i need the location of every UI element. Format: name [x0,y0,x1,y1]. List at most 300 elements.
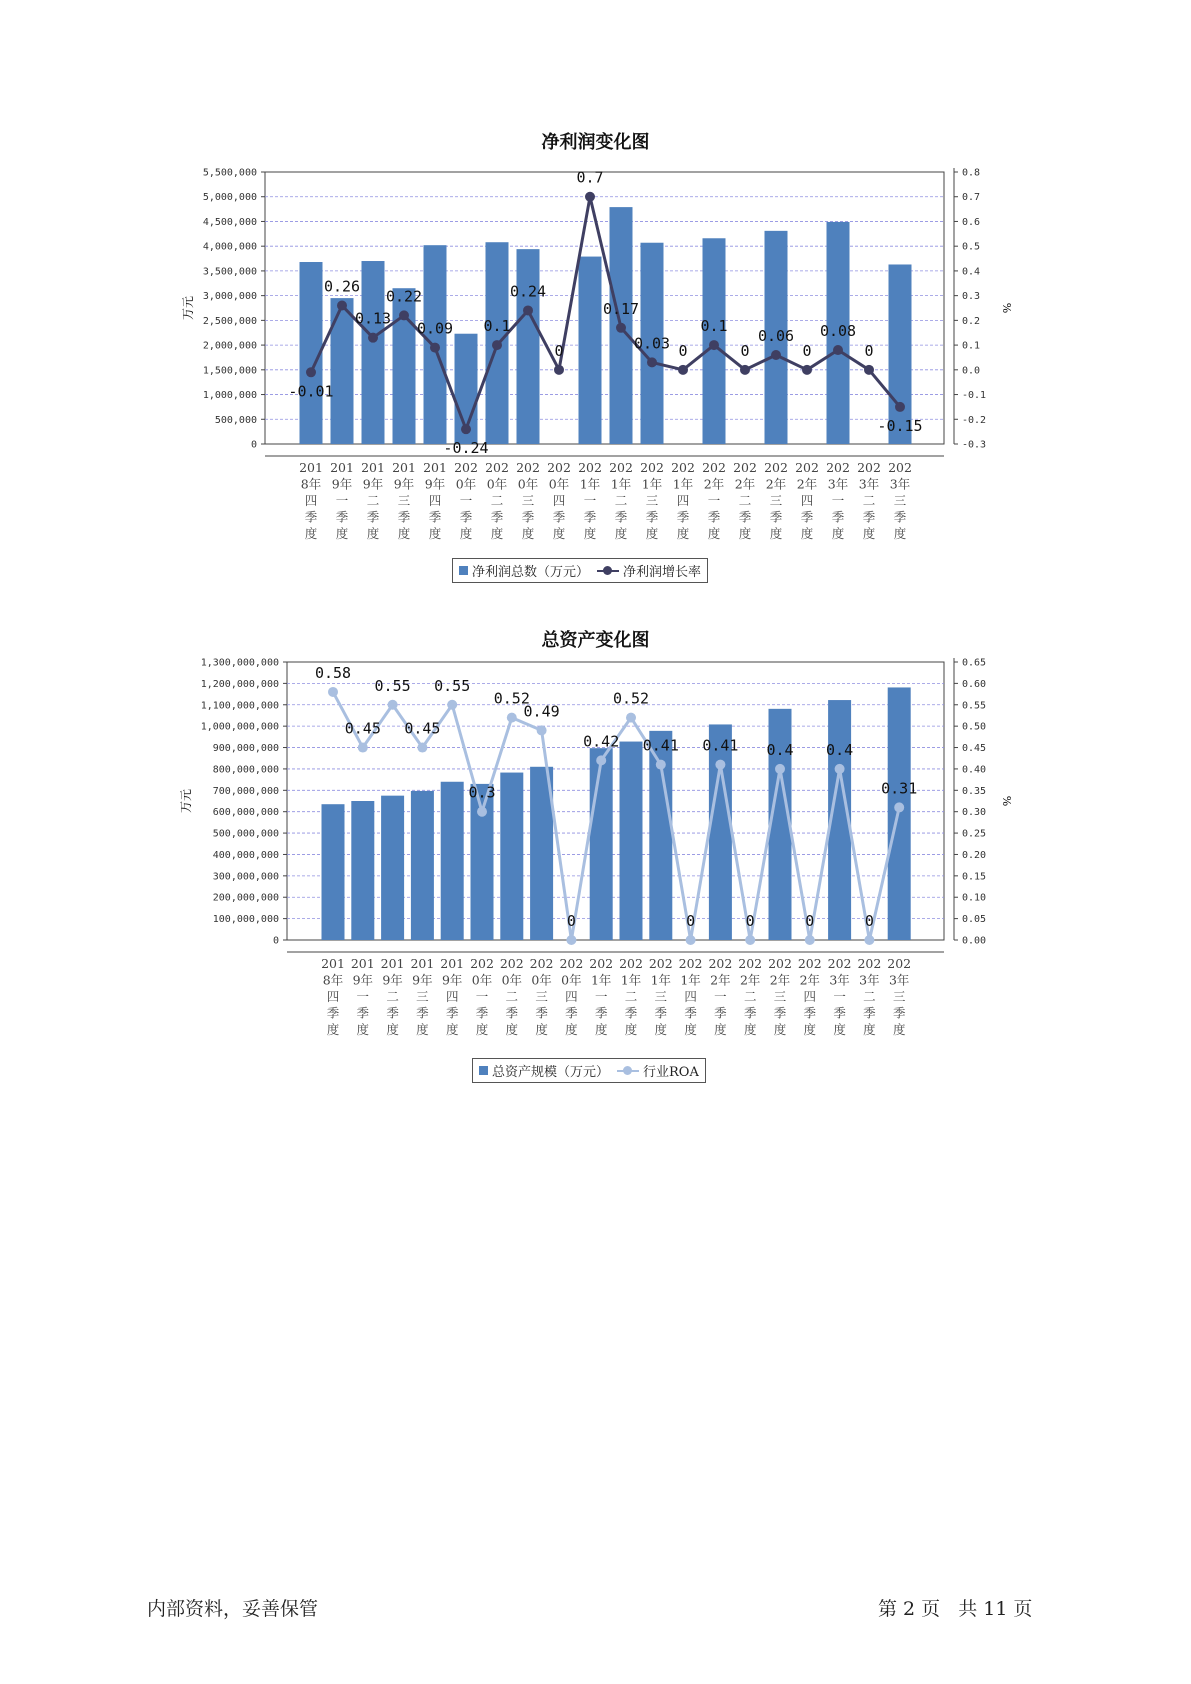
x-tick-label: 度 [773,1022,787,1037]
y-tick-label: 1,300,000,000 [200,657,279,669]
line-point [656,760,666,770]
data-label: 0 [686,912,696,930]
x-tick-label: 季 [769,509,783,525]
x-tick-label: 二 [505,989,519,1004]
x-tick-label: 度 [445,1022,459,1037]
x-tick-label: 度 [335,526,349,541]
x-tick-label: 202 [648,956,673,971]
x-tick-label: 季 [428,509,442,525]
y2-tick-label: -0.2 [962,414,987,426]
y2-axis-label: % [1000,302,1013,314]
x-tick-label: 度 [521,526,535,541]
x-tick-label: 度 [397,526,411,541]
line-point [626,713,636,723]
x-tick-label: 度 [356,1022,370,1037]
x-tick-label: 202 [547,460,571,475]
x-tick-label: 度 [304,526,318,541]
x-tick-label: 1年 [590,972,612,988]
x-tick-label: 季 [803,1005,817,1021]
line-point [864,365,874,375]
x-tick-label: 季 [738,509,752,525]
data-label: 0 [864,341,874,360]
legend-swatch-line [617,1066,639,1076]
y-tick-label: 1,000,000 [202,390,257,402]
x-tick-label: 季 [594,1005,608,1021]
x-tick-label: 二 [366,493,380,508]
data-label: 0.4 [766,740,794,759]
y2-tick-label: 0.60 [962,678,987,690]
x-tick-label: 202 [559,956,584,971]
x-tick-label: 202 [733,460,757,475]
x-tick-label: 一 [335,493,349,508]
x-tick-label: 度 [738,526,752,541]
data-label: 0.24 [509,282,547,301]
x-tick-label: 0年 [561,972,582,988]
y-tick-label: 600,000,000 [212,807,279,819]
x-tick-label: 9年 [352,972,374,988]
x-tick-label: 三 [397,493,411,508]
x-tick-label: 一 [459,493,473,508]
x-tick-label: 度 [366,526,380,541]
data-label: 0.1 [483,317,511,336]
x-tick-label: 二 [863,989,876,1004]
total-assets-plot [0,656,1191,1096]
y-tick-label: 300,000,000 [212,871,279,883]
x-tick-label: 202 [578,460,602,475]
x-tick-label: 季 [416,1005,429,1021]
line-point [358,743,368,753]
chart-legend [472,1058,706,1083]
chart-title: 净利润变化图 [541,132,650,153]
x-tick-label: 度 [594,1022,608,1037]
x-tick-label: 1年 [579,476,601,492]
x-tick-label: 季 [707,509,721,525]
x-tick-label: 季 [445,1005,459,1021]
y2-tick-label: 0.3 [962,291,981,303]
total-assets-chart [0,626,1191,1096]
line-point [585,192,595,202]
data-label: 0.52 [612,689,650,708]
bar [620,742,643,940]
net-profit-plot [0,158,1191,598]
x-tick-label: 202 [857,956,882,971]
x-tick-label: 202 [609,460,633,475]
x-tick-label: 季 [893,509,907,525]
page-suffix: 页 [921,1598,941,1620]
x-tick-label: 0年 [548,476,570,492]
y2-tick-label: 0.0 [962,365,981,377]
data-label: 0.55 [374,676,411,695]
y-tick-label: 1,200,000,000 [200,678,279,690]
y-tick-label: 0 [250,439,257,451]
x-tick-label: 度 [862,526,876,541]
x-tick-label: 季 [833,1005,846,1021]
footer-confidential-note: 内部资料，妥善保管 [147,1598,319,1620]
chart-legend [452,558,708,583]
data-label: 0.7 [576,168,604,187]
x-tick-label: 0年 [486,476,508,492]
line-point [895,402,905,412]
x-tick-label: 一 [831,493,845,508]
bar [709,724,732,940]
y2-tick-label: 0.00 [962,935,987,947]
x-tick-label: 三 [893,493,907,508]
y-tick-label: 500,000,000 [212,828,279,840]
x-tick-label: 201 [330,460,354,475]
data-label: 0 [745,912,755,930]
x-tick-label: 季 [475,1005,489,1021]
x-tick-label: 202 [499,956,524,971]
x-tick-label: 0年 [455,476,477,492]
line-point [745,935,755,945]
total-num: 11 [983,1598,1008,1620]
line-point [740,365,750,375]
x-tick-label: 度 [624,1022,638,1037]
x-tick-label: 四 [684,989,697,1004]
bar [517,249,540,444]
x-tick-label: 季 [521,509,535,525]
y2-tick-label: 0.6 [962,216,981,228]
data-label: 0.41 [642,736,679,755]
y2-tick-label: 0.30 [962,807,987,819]
x-tick-label: 季 [831,509,845,525]
y2-tick-label: -0.3 [962,439,987,451]
data-label: 0.4 [826,740,854,759]
line-point [864,935,874,945]
x-tick-label: 201 [423,460,447,475]
x-tick-label: 季 [335,509,349,525]
line-point [835,764,845,774]
x-tick-label: 0年 [471,972,493,988]
x-tick-label: 1年 [620,972,642,988]
line-point [596,755,606,765]
page-num: 2 [903,1598,916,1620]
y-tick-label: 1,000,000,000 [200,721,279,733]
data-label: 0 [864,912,874,930]
data-label: 0.08 [819,322,857,341]
y-tick-label: 4,500,000 [202,216,257,228]
x-tick-label: 三 [535,989,548,1004]
line-point [678,365,688,375]
x-tick-label: 度 [800,526,814,541]
line-point [616,323,626,333]
y-tick-label: 900,000,000 [212,743,279,755]
x-tick-label: 度 [386,1022,399,1037]
x-tick-label: 一 [356,989,370,1004]
x-tick-label: 度 [769,526,783,541]
y-tick-label: 4,000,000 [202,241,257,253]
line-point [430,343,440,353]
x-tick-label: 202 [640,460,664,475]
x-tick-label: 季 [535,1005,548,1021]
x-tick-label: 一 [594,989,608,1004]
line-point [461,424,471,434]
x-tick-label: 202 [795,460,819,475]
x-tick-label: 201 [299,460,323,475]
x-tick-label: 季 [366,509,380,525]
x-tick-label: 季 [676,509,690,525]
x-tick-label: 202 [485,460,509,475]
x-tick-label: 1年 [672,476,694,492]
x-tick-label: 度 [583,526,597,541]
line-point [554,365,564,375]
y2-tick-label: 0.05 [962,914,987,926]
x-tick-label: 一 [833,989,846,1004]
bar [590,748,613,940]
line-point [894,802,904,812]
x-tick-label: 度 [565,1022,578,1037]
y-tick-label: 2,000,000 [202,340,257,352]
data-label: 0 [678,341,688,360]
x-tick-label: 度 [684,1022,697,1037]
net-profit-chart [0,128,1191,598]
data-label: 0.22 [385,287,423,306]
x-tick-label: 季 [684,1005,697,1021]
line-point [388,700,398,710]
x-tick-label: 9年 [331,476,353,492]
x-tick-label: 202 [797,956,822,971]
x-tick-label: 三 [773,989,787,1004]
x-tick-label: 二 [743,989,757,1004]
data-label: -0.24 [443,439,489,458]
x-tick-label: 季 [397,509,411,525]
x-tick-label: 202 [764,460,788,475]
x-tick-label: 季 [565,1005,578,1021]
legend-swatch-line [597,566,619,576]
x-tick-label: 201 [350,956,375,971]
x-tick-label: 2年 [710,972,731,988]
y-tick-label: 200,000,000 [212,892,279,904]
legend-swatch-bar [459,566,468,575]
line-point [647,357,657,367]
y-tick-label: 500,000 [214,414,257,426]
x-tick-label: 202 [887,956,912,971]
x-tick-label: 二 [386,989,399,1004]
x-tick-label: 季 [583,509,597,525]
x-tick-label: 2年 [799,972,821,988]
line-point [523,305,533,315]
x-tick-label: 度 [833,1022,846,1037]
x-tick-label: 四 [428,493,442,508]
x-tick-label: 202 [516,460,540,475]
x-tick-label: 1年 [680,972,701,988]
x-tick-label: 季 [326,1005,340,1021]
data-label: 0.45 [344,719,381,738]
x-tick-label: 202 [470,956,494,971]
x-tick-label: 202 [702,460,726,475]
data-label: 0 [740,341,750,360]
data-label: 0.1 [700,317,728,336]
x-tick-label: 四 [304,493,318,508]
x-tick-label: 一 [475,989,489,1004]
line-point [477,807,487,817]
y2-tick-label: 0.65 [962,657,987,669]
y2-tick-label: 0.35 [962,785,987,797]
x-tick-label: 季 [892,1005,906,1021]
data-label: 0.49 [523,702,560,721]
data-label: -0.15 [877,416,923,435]
x-tick-label: 2年 [796,476,818,492]
x-tick-label: 0年 [517,476,539,492]
line-point [368,333,378,343]
x-tick-label: 度 [535,1022,548,1037]
data-label: 0.55 [434,676,471,695]
x-tick-label: 季 [800,509,814,525]
line-point [833,345,843,355]
x-tick-label: 四 [565,989,578,1004]
bar [322,804,345,940]
x-tick-label: 3年 [859,972,880,988]
x-tick-label: 0年 [501,972,523,988]
x-tick-label: 季 [490,509,504,525]
bar [411,791,434,940]
x-tick-label: 度 [490,526,504,541]
x-tick-label: 度 [326,1022,340,1037]
x-tick-label: 1年 [610,476,632,492]
x-tick-label: 季 [356,1005,370,1021]
x-tick-label: 一 [583,493,597,508]
data-label: 0.13 [354,309,392,328]
x-tick-label: 3年 [829,972,850,988]
x-tick-label: 度 [831,526,845,541]
y-tick-label: 100,000,000 [212,914,279,926]
y2-tick-label: 0.45 [962,743,987,755]
x-tick-label: 一 [707,493,721,508]
data-label: 0 [566,912,576,930]
line-point [399,310,409,320]
line-point [306,367,316,377]
x-tick-label: 度 [428,526,442,541]
y-tick-label: 0 [272,935,279,947]
x-tick-label: 3年 [889,476,911,492]
page-prefix: 第 [878,1598,898,1620]
legend-label: 净利润增长率 [623,565,702,580]
x-tick-label: 三 [521,493,535,508]
y-tick-label: 2,500,000 [202,315,257,327]
x-tick-label: 季 [459,509,473,525]
x-tick-label: 度 [676,526,690,541]
x-tick-label: 季 [552,509,566,525]
x-tick-label: 四 [326,989,340,1004]
line-point [709,340,719,350]
x-tick-label: 8年 [300,476,322,492]
y-tick-label: 5,000,000 [202,192,257,204]
data-label: 0.31 [881,779,918,798]
line-point [492,340,502,350]
x-tick-label: 度 [803,1022,817,1037]
x-tick-label: 202 [768,956,792,971]
x-tick-label: 202 [888,460,912,475]
line-point [507,713,517,723]
legend-swatch-bar [479,1066,488,1075]
chart-title: 总资产变化图 [541,630,650,651]
x-tick-label: 2年 [703,476,725,492]
bar [500,773,523,940]
x-tick-label: 二 [862,493,876,508]
data-label: 0 [802,341,812,360]
total-prefix: 共 [958,1598,978,1620]
footer-page-number [878,1594,1038,1621]
line-point [328,687,338,697]
y2-tick-label: 0.8 [962,167,981,179]
x-tick-label: 202 [826,460,850,475]
x-tick-label: 四 [803,989,817,1004]
x-tick-label: 201 [361,460,385,475]
x-tick-label: 四 [552,493,566,508]
legend-label: 总资产规模（万元） [492,1065,610,1080]
x-tick-label: 三 [892,989,906,1004]
x-tick-label: 度 [645,526,659,541]
y-tick-label: 1,100,000,000 [200,700,279,712]
x-tick-label: 9年 [412,972,433,988]
x-tick-label: 三 [645,493,659,508]
x-tick-label: 1年 [650,972,672,988]
x-tick-label: 度 [743,1022,757,1037]
x-tick-label: 度 [614,526,628,541]
x-tick-label: 四 [445,989,459,1004]
x-tick-label: 三 [654,989,668,1004]
x-tick-label: 度 [714,1022,727,1037]
x-tick-label: 度 [505,1022,519,1037]
x-tick-label: 202 [827,956,852,971]
x-tick-label: 9年 [441,972,463,988]
line-point [802,365,812,375]
x-tick-label: 季 [505,1005,519,1021]
line-point [337,301,347,311]
data-label: 0.09 [416,319,454,338]
y2-tick-label: 0.25 [962,828,987,840]
bar [362,261,385,444]
y2-tick-label: 0.10 [962,892,987,904]
y2-tick-label: 0.7 [962,192,981,204]
y2-tick-label: 0.1 [962,340,981,352]
x-tick-label: 二 [624,989,638,1004]
y-tick-label: 1,500,000 [202,365,257,377]
x-tick-label: 季 [773,1005,787,1021]
x-tick-label: 202 [678,956,703,971]
x-tick-label: 9年 [362,476,384,492]
y-tick-label: 400,000,000 [212,849,279,861]
line-point [715,760,725,770]
legend-item-bars [479,1061,609,1080]
data-label: 0.26 [323,277,361,296]
data-label: 0.3 [468,783,496,802]
bar [381,796,404,940]
line-point [417,743,427,753]
x-tick-label: 202 [708,956,733,971]
legend-label: 净利润总数（万元） [472,565,590,580]
x-tick-label: 度 [707,526,721,541]
x-tick-label: 202 [529,956,554,971]
y2-tick-label: 0.40 [962,764,987,776]
data-label: 0.52 [493,689,530,708]
x-tick-label: 度 [416,1022,429,1037]
x-tick-label: 201 [321,956,345,971]
y-tick-label: 3,000,000 [202,291,257,303]
y2-tick-label: 0.55 [962,700,987,712]
x-tick-label: 1年 [641,476,663,492]
x-tick-label: 季 [645,509,659,525]
x-tick-label: 3年 [858,476,880,492]
x-tick-label: 201 [392,460,416,475]
y2-tick-label: 0.5 [962,241,981,253]
x-tick-label: 202 [619,956,643,971]
x-tick-label: 度 [475,1022,489,1037]
y2-tick-label: 0.20 [962,849,987,861]
y2-tick-label: 0.4 [962,266,981,278]
x-tick-label: 202 [738,956,763,971]
x-tick-label: 度 [552,526,566,541]
